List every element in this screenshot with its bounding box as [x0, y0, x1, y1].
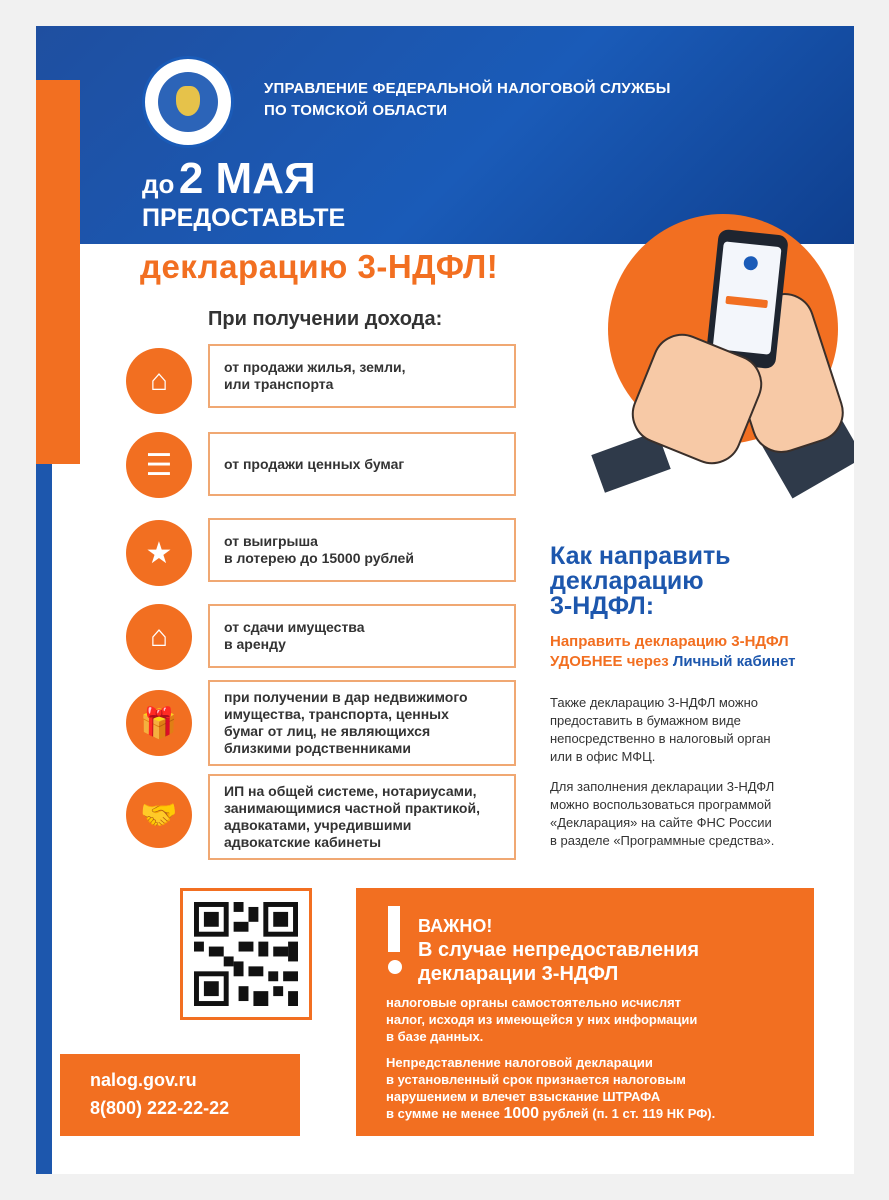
left-blue-bar [36, 464, 52, 1174]
gift-hand-icon: 🎁 [126, 690, 192, 756]
deadline: до 2 МАЯ [142, 154, 316, 203]
how-to-send-subtitle: Направить декларацию 3-НДФЛ УДОБНЕЕ через Личный кабинет [550, 633, 796, 670]
phone-number[interactable]: 8(800) 222-22-22 [90, 1098, 230, 1118]
house-key-icon: ⌂ [126, 604, 192, 670]
winner-coins-icon: ★ [126, 520, 192, 586]
exclamation-icon [388, 906, 400, 952]
declaration-title: декларацию 3-НДФЛ! [140, 248, 499, 285]
warning-text-1: налоговые органы самостоятельно исчислят налог, исходя из имеющейся у них информации в базе данных. [386, 995, 698, 1044]
eagle-emblem [158, 72, 218, 132]
org-title: УПРАВЛЕНИЕ ФЕДЕРАЛЬНОЙ НАЛОГОВОЙ СЛУЖБЫ ПО ТОМСКОЙ ОБЛАСТИ [264, 80, 671, 119]
exclamation-dot [388, 960, 402, 974]
qr-code-icon [194, 902, 298, 1006]
income-item: при получении в дар недвижимого имущества, транспорта, ценных бумаг от лиц, не являющихся близкими родственниками [208, 680, 516, 766]
personal-account-link[interactable]: Личный кабинет [672, 653, 796, 670]
warning-title: ВАЖНО! В случае непредоставления декларации 3-НДФЛ [418, 916, 700, 985]
warning-box [356, 888, 814, 1136]
how-to-send-title: Как направить декларацию 3-НДФЛ: [550, 542, 731, 620]
income-item: от продажи жилья, земли, или транспорта [208, 344, 516, 408]
warning-text-2: Непредставление налоговой декларации в установленный срок признается налоговым нарушением и влечет взыскание ШТРАФА в сумме не менее 1000 рублей (п. 1 ст. 119 НК РФ). [386, 1055, 716, 1122]
income-item: от выигрыша в лотерею до 15000 рублей [208, 518, 516, 582]
paper-submission-info: Также декларацию 3-НДФЛ можно предоставить в бумажном виде непосредственно в налоговый орган или в офис МФЦ. [550, 695, 771, 764]
income-heading: При получении дохода: [208, 308, 443, 330]
website-link[interactable]: nalog.gov.ru [90, 1070, 197, 1090]
poster [36, 26, 854, 1174]
handshake-icon: 🤝 [126, 782, 192, 848]
income-item: от продажи ценных бумаг [208, 432, 516, 496]
left-orange-bar [36, 80, 80, 464]
qr-code[interactable] [180, 888, 312, 1020]
contact-box [60, 1054, 300, 1136]
document-chart-icon: ☰ [126, 432, 192, 498]
house-icon: ⌂ [126, 348, 192, 414]
fns-emblem-icon [142, 56, 234, 148]
income-item: от сдачи имущества в аренду [208, 604, 516, 668]
software-info: Для заполнения декларации 3-НДФЛ можно воспользоваться программой «Декларация» на сайте ФНС России в разделе «Программные средства». [550, 779, 775, 848]
submit-heading: ПРЕДОСТАВЬТЕ [142, 204, 346, 232]
income-item: ИП на общей системе, нотариусами, занимающимися частной практикой, адвокатами, учредившими адвокатские кабинеты [208, 774, 516, 860]
